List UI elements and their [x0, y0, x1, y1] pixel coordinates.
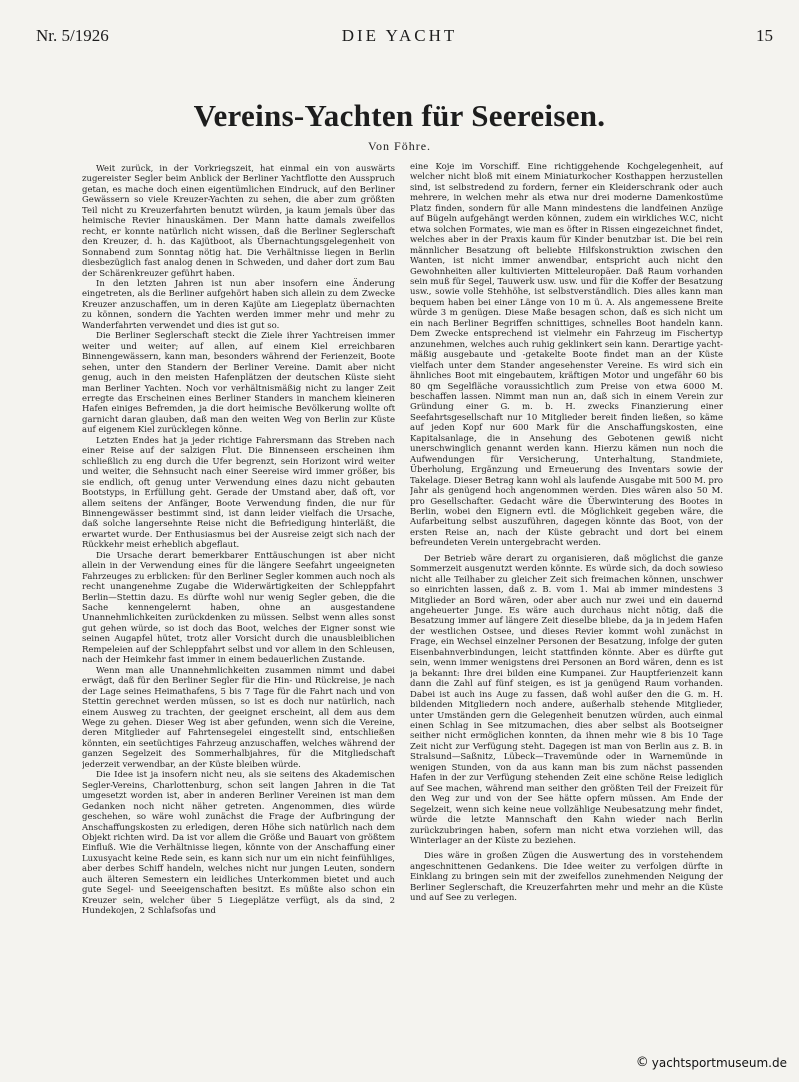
paragraph: Dies wäre in großen Zügen die Auswertung des in vorstehendem angeschnittenen Gedankens. Die Idee weiter zu verfolgen dürfte in Einklang zu bringen sein mit der zweifellos zunehmenden Neigung der Berliner Seglerschaft, die Kreuzerfahrten mehr und mehr an die Küste und auf See zu verlegen.	[410, 851, 723, 904]
page-number: 15	[756, 26, 773, 45]
paragraph: In den letzten Jahren ist nun aber insofern eine Änderung eingetreten, als die Berliner aufgehört haben sich allein zu dem Zwecke Kreuzer anzuschaffen, um in deren Kajüte am Liegeplatz übernachten zu können, sondern die Yachten werden immer mehr und mehr zu Wanderfahrten verwendet und dies ist gut so.	[82, 278, 395, 331]
copyright-icon: ©	[635, 1055, 649, 1070]
paragraph: Letzten Endes hat ja jeder richtige Fahrersmann das Streben nach einer Reise auf der salzigen Flut. Die Binnenseen erscheinen ihm schließlich zu eng durch die Ufer begrenzt, sein Horizont wird weiter und weiter, die Sehnsucht nach einer Seereise wird immer größer, bis sie endlich, oft genug unter Verwendung eines dazu nicht gebauten Bootstyps, in Erfüllung geht. Gerade der Umstand aber, daß oft, vor allem seitens der Anfänger, Boote Verwendung finden, die nur für Binnengewässer bestimmt sind, ist dann leider vielfach die Ursache, daß solche langersehnte Reise nicht die Befriedigung hinterläßt, die erwartet wurde. Der Enthusiasmus bei der Ausreise zeigt sich nach der Rückkehr meist erheblich abgeflaut.	[82, 435, 395, 551]
paragraph: Die Ursache derart bemerkbarer Enttäuschungen ist aber nicht allein in der Verwendung eines für die längere Seefahrt ungeeigneten Fahrzeuges zu erblicken: für den Berliner Segler kommen auch noch als recht unangenehme Zugabe die Widerwärtigkeiten der Schleppfahrt Berlin—Stettin dazu. Es dürfte wohl nur wenig Segler geben, die die Sache kennengelernt haben, ohne an ausgestandene Unannehmlichkeiten zurückdenken zu müssen. Selbst wenn alles sonst gut gehen würde, so ist doch das Boot, welches der Eigner sonst wie seinen Augapfel hütet, trotz aller Vorsicht durch die unausbleiblichen Rempeleien auf der Schleppfahrt selbst und vor allem in den Schleusen, nach der Heimkehr fast immer in einem bedauerlichen Zustande.	[82, 550, 395, 666]
paragraph: Der Betrieb wäre derart zu organisieren, daß möglichst die ganze Sommerzeit ausgenutzt werden könnte. Es würde sich, da doch sowieso nicht alle Teilhaber zu gleicher Zeit sich freimachen können, unschwer so einrichten lassen, daß z. B. vom 1. Mai ab immer mindestens 3 Mitglieder an Bord wären, oder aber auch nur zwei und ein dauernd angeheuerter Junge. Es wäre auch durchaus nicht nötig, daß die Besatzung immer auf längere Zeit dieselbe bliebe, da ja in jedem Hafen der westlichen Ostsee, und dieses Revier kommt wohl zunächst in Frage, ein Wechsel einzelner Personen der Besatzung, infolge der guten Eisenbahnverbindungen, leicht stattfinden könnte. Aber es dürfte gut sein, wenn immer wenigstens drei Personen an Bord wären, denn es ist ja bekannt: Ihre drei bilden eine Kumpanei. Zur Hauptferienzeit kann dann die Zahl auf fünf steigen, es ist ja genügend Raum vorhanden. Dabei ist auch ins Auge zu fassen, daß wohl außer den die G. m. H. bildenden Mitgliedern noch andere, außerhalb stehende Mitglieder, unter Umständen gern die Gelegenheit benutzen würden, auch einmal einen Schlag in See mitzumachen, dies aber selbst als Bootseigner seither nicht ermöglichen konnten, da ihnen mehr wie 8 bis 10 Tage Zeit nicht zur Verfügung steht. Dagegen ist man von Berlin aus z. B. in Stralsund—Saßnitz, Lübeck—Travemünde oder in Warnemünde in wenigen Stunden, von da aus kann man bis zum nächst passenden Hafen in der zur Verfügung stehenden Zeit eine schöne Reise lediglich auf See machen, während man seither den größten Teil der Freizeit für den Weg zur und von der See hätte opfern müssen. Am Ende der Segelzeit, wenn sich keine neue vollzählige Neubesatzung mehr findet, würde die letzte Mannschaft den Kahn wieder nach Berlin zurückzubringen haben, sofern man nicht etwa vorziehen will, das Winterlager an der Küste zu beziehen.	[410, 553, 723, 846]
paragraph: Wenn man alle Unannehmlichkeiten zusammen nimmt und dabei erwägt, daß für den Berliner Segler für die Hin- und Rückreise, je nach der Lage seines Heimathafens, 5 bis 7 Tage für die Fahrt nach und von Stettin gerechnet werden müssen, so ist es doch nur natürlich, nach einem Ausweg zu trachten, der geeignet erscheint, all dem aus dem Wege zu gehen. Dieser Weg ist aber gefunden, wenn sich die Vereine, deren Mitglieder auf Fahrtensegelei eingestellt sind, entschließen könnten, ein seetüchtiges Fahrzeug anzuschaffen, welches während der ganzen Segelzeit des Sommerhalbjahres, für die Mitgliedschaft jederzeit verwendbar, an der Küste bleiben würde.	[82, 665, 395, 770]
magazine-name: DIE YACHT	[341, 26, 458, 45]
article-byline: Von Föhre.	[367, 139, 432, 153]
paragraph: eine Koje im Vorschiff. Eine richtiggehende Kochgelegenheit, auf welcher nicht bloß mit einem Miniaturkocher Kosthappen herzustellen sind, ist selbstredend zu fordern, ferner ein Kleiderschrank oder auch mehrere, in welchen mehr als etwa nur drei moderne Damenkostüme Platz finden, sondern für alle Mann mindestens die landfeinen Anzüge auf Bügeln aufgehängt werden können, zudem ein wirkliches W.C, nicht etwa solchen Formates, wie man es öfter in Rissen eingezeichnet findet, welches aber in der Praxis kaum für Kinder benutzbar ist. Die bei rein männlicher Besatzung oft beliebte Hilfskonstruktion zwischen den Wanten, ist nicht immer anwendbar, entspricht auch nicht den Gewohnheiten aller kultivierten Mitteleuropäer. Daß Raum vorhanden sein muß für Segel, Tauwerk usw. usw. und für die Koffer der Besatzung usw., sowie volle Stehhöhe, ist selbstverständlich. Dies alles kann man bequem haben bei einer Länge von 10 m ü. A. Als angemessene Breite würde 3 m genügen. Diese Maße besagen schon, daß es sich nicht um ein nach Berliner Begriffen schnittiges, schnelles Boot handeln kann. Dem Zwecke entsprechend ist vielmehr ein Fahrzeug im Fischertyp anzunehmen, welches auch ruhig geklinkert sein kann. Derartige yacht-mäßig ausgebaute und -getakelte Boote findet man an der Küste vielfach unter dem Stander angesehenster Vereine. Es wird sich ein ähnliches Boot mit eingebautem, kräftigen Motor und ungefähr 60 bis 80 qm Segelfläche voraussichtlich zum Preise von etwa 6000 M. beschaffen lassen. Nimmt man nun an, daß sich in einem Verein zur Gründung einer G. m. b. H. zwecks Finanzierung einer Seefahrtsgesellschaft nur 10 Mitglieder bereit finden ließen, so käme auf jeden Kopf nur 600 Mark für die Anschaffungskosten, eine Kapitalsanlage, die in Ansehung des Gebotenen gewiß nicht unerschwinglich genannt werden kann. Hierzu kämen nun noch die Aufwendungen für Versicherung, Unterhaltung, Standmiete, Überholung, Ergänzung und Erneuerung des Inventars sowie der Takelage. Dieser Betrag kann wohl als laufende Ausgabe mit 500 M. pro Jahr als genügend hoch angenommen werden. Dies wären also 50 M. pro Gesellschafter. Gedacht wäre die Überwinterung des Bootes in Berlin, wobei den Eignern evtl. die Möglichkeit gegeben wäre, die Aufarbeitung selbst auszuführen, dagegen könnte das Boot, von der ersten Reise an, nach der Küste gebracht und dort bei einem befreundeten Verein untergebracht werden.	[410, 162, 723, 549]
issue-number: Nr. 5/1926	[36, 26, 109, 45]
article-title: Vereins-Yachten für Seereisen.	[193, 98, 606, 133]
paragraph: Die Berliner Seglerschaft steckt die Ziele ihrer Yachtreisen immer weiter und weiter; auf allen, auf einem Kiel erreichbaren Binnengewässern, kann man, besonders während der Ferienzeit, Boote sehen, unter den Standern der Berliner Vereine. Damit aber nicht genug, auch in den meisten Hafenplätzen der deutschen Küste sieht man Berliner Yachten. Noch vor verhältnismäßig nicht zu langer Zeit erregte das Erscheinen eines Berliner Standers in manchem kleineren Hafen einiges Befremden, ja die dort heimische Bevölkerung wollte oft garnicht daran glauben, daß man den weiten Weg von Berlin zur Küste auf eigenem Kiel zurücklegen könne.	[82, 331, 395, 436]
watermark-text: yachtsportmuseum.de	[651, 1055, 787, 1070]
right-column	[410, 162, 723, 1039]
paragraph: Die Idee ist ja insofern nicht neu, als sie seitens des Akademischen Segler-Vereins, Charlottenburg, schon seit langen Jahren in die Tat umgesetzt worden ist, aber in anderen Berliner Vereinen ist man dem Gedanken noch nicht näher getreten. Angenommen, dies würde geschehen, so wäre wohl zunächst die Frage der Aufbringung der Anschaffungskosten zu erledigen, deren Höhe sich natürlich nach dem Objekt richten wird. Da ist vor allem die Größe und Bauart von größtem Einfluß. Wie die Verhältnisse liegen, könnte von der Anschaffung einer Luxusyacht keine Rede sein, es kann sich nur um ein nicht feinfühliges, aber derbes Schiff handeln, welches nicht nur jungen Leuten, sondern auch älteren Semestern ein leidliches Unterkommen bietet und auch gute Segel- und Seeeigenschaften besitzt. Es müßte also schon ein Kreuzer sein, welcher über 5 Liegeplätze verfügt, als da sind, 2 Hundekojen, 2 Schlafsofas und	[82, 770, 395, 917]
paragraph: Weit zurück, in der Vorkriegszeit, hat einmal ein von auswärts zugereister Segler beim Anblick der Berliner Yachtflotte den Ausspruch getan, es mache doch einen eigentümlichen Eindruck, auf den Berliner Gewässern so viele Kreuzer-Yachten zu sehen, die aber zum größten Teil nicht zu Kreuzerfahrten benutzt würden, ja kaum jemals über das heimische Revier hinauskämen. Der Mann hatte damals zweifellos recht, er konnte natürlich nicht wissen, daß die Berliner Seglerschaft den Kreuzer, d. h. das Kajütboot, als Übernachtungsgelegenheit von Sonnabend zum Sonntag nötig hat. Die Verhältnisse liegen in Berlin diesbezüglich fast analog denen in Schweden, und daher dort zum Bau der Schärenkreuzer geführt haben.	[82, 164, 395, 279]
watermark	[636, 1055, 787, 1070]
page-header	[22, 26, 777, 46]
left-column	[82, 164, 395, 1039]
